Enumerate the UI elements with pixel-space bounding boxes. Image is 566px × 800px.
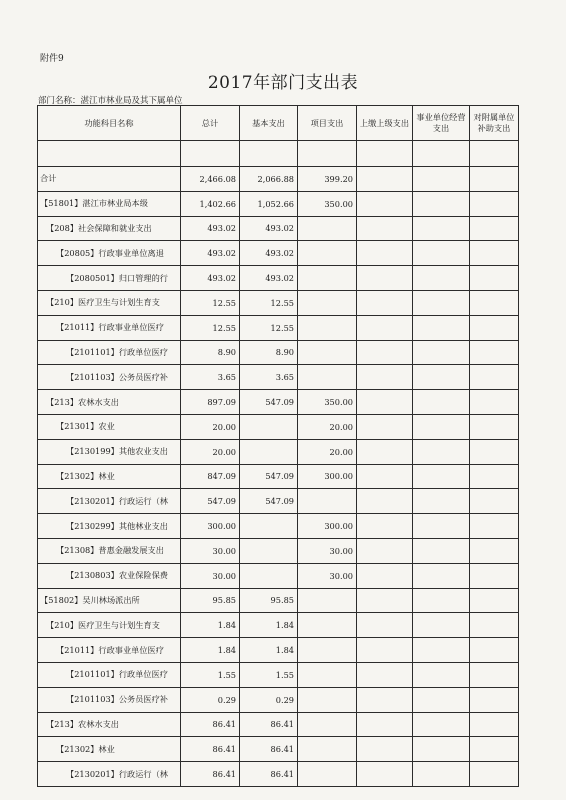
row-total: 1.84 — [181, 638, 240, 663]
row-basic: 0.29 — [240, 687, 298, 712]
row-subsidy — [470, 191, 519, 216]
row-subsidy — [470, 613, 519, 638]
row-total: 547.09 — [181, 489, 240, 514]
row-upper-remit — [357, 638, 413, 663]
row-project: 30.00 — [298, 538, 357, 563]
row-total: 30.00 — [181, 538, 240, 563]
table-row — [38, 538, 519, 563]
row-business-operation — [413, 216, 470, 241]
row-project: 20.00 — [298, 414, 357, 439]
table-row — [38, 365, 519, 390]
row-basic: 3.65 — [240, 365, 298, 390]
table-row — [38, 266, 519, 291]
row-upper-remit — [357, 241, 413, 266]
row-subject-name: 【21308】普惠金融发展支出 — [38, 538, 181, 563]
row-business-operation — [413, 439, 470, 464]
table-row — [38, 167, 519, 192]
row-project — [298, 241, 357, 266]
table-row — [38, 638, 519, 663]
row-subject-name: 合计 — [38, 167, 181, 192]
row-subsidy — [470, 762, 519, 787]
row-total: 1,402.66 — [181, 191, 240, 216]
row-subsidy — [470, 241, 519, 266]
row-project — [298, 340, 357, 365]
row-business-operation — [413, 662, 470, 687]
row-business-operation — [413, 638, 470, 663]
row-business-operation — [413, 762, 470, 787]
row-basic — [240, 538, 298, 563]
table-row — [38, 588, 519, 613]
row-project — [298, 290, 357, 315]
department-name: 部门名称：湛江市林业局及其下属单位 — [38, 96, 183, 106]
row-business-operation — [413, 514, 470, 539]
row-subsidy — [470, 365, 519, 390]
row-upper-remit — [357, 662, 413, 687]
row-business-operation — [413, 241, 470, 266]
row-subject-name: 【210】医疗卫生与计划生育支 — [38, 613, 181, 638]
row-total: 86.41 — [181, 712, 240, 737]
table-row — [38, 762, 519, 787]
table-blank-row — [38, 141, 519, 167]
row-subject-name: 【2101103】公务员医疗补 — [38, 365, 181, 390]
table-row — [38, 340, 519, 365]
row-project: 300.00 — [298, 514, 357, 539]
row-total: 3.65 — [181, 365, 240, 390]
row-subsidy — [470, 563, 519, 588]
row-business-operation — [413, 390, 470, 415]
row-total: 0.29 — [181, 687, 240, 712]
row-business-operation — [413, 489, 470, 514]
table-row — [38, 563, 519, 588]
row-total: 12.55 — [181, 315, 240, 340]
table-row — [38, 662, 519, 687]
row-basic: 2,066.88 — [240, 167, 298, 192]
row-subsidy — [470, 290, 519, 315]
row-business-operation — [413, 365, 470, 390]
row-subsidy — [470, 687, 519, 712]
table-row — [38, 737, 519, 762]
row-project — [298, 489, 357, 514]
table-row — [38, 489, 519, 514]
row-upper-remit — [357, 191, 413, 216]
table-row — [38, 191, 519, 216]
row-basic — [240, 563, 298, 588]
header-subject-name: 功能科目名称 — [38, 106, 181, 141]
row-subsidy — [470, 662, 519, 687]
row-business-operation — [413, 464, 470, 489]
row-subject-name: 【2101103】公务员医疗补 — [38, 687, 181, 712]
row-subject-name: 【213】农林水支出 — [38, 390, 181, 415]
row-total: 847.09 — [181, 464, 240, 489]
row-project — [298, 712, 357, 737]
row-basic: 86.41 — [240, 762, 298, 787]
row-upper-remit — [357, 167, 413, 192]
row-business-operation — [413, 266, 470, 291]
row-upper-remit — [357, 563, 413, 588]
row-upper-remit — [357, 266, 413, 291]
row-subject-name: 【51802】吴川林场派出所 — [38, 588, 181, 613]
row-basic: 493.02 — [240, 266, 298, 291]
row-upper-remit — [357, 538, 413, 563]
row-subsidy — [470, 414, 519, 439]
row-project — [298, 365, 357, 390]
row-project — [298, 638, 357, 663]
table-row — [38, 687, 519, 712]
row-subsidy — [470, 712, 519, 737]
row-project: 350.00 — [298, 191, 357, 216]
row-upper-remit — [357, 588, 413, 613]
row-business-operation — [413, 538, 470, 563]
row-basic — [240, 514, 298, 539]
row-project — [298, 737, 357, 762]
row-upper-remit — [357, 514, 413, 539]
row-total: 300.00 — [181, 514, 240, 539]
row-subsidy — [470, 216, 519, 241]
row-business-operation — [413, 737, 470, 762]
row-business-operation — [413, 613, 470, 638]
row-business-operation — [413, 290, 470, 315]
row-total: 12.55 — [181, 290, 240, 315]
row-project — [298, 687, 357, 712]
table-row — [38, 390, 519, 415]
row-business-operation — [413, 712, 470, 737]
row-project — [298, 266, 357, 291]
row-project: 350.00 — [298, 390, 357, 415]
row-basic — [240, 439, 298, 464]
row-subject-name: 【2101101】行政单位医疗 — [38, 662, 181, 687]
table-row — [38, 613, 519, 638]
row-business-operation — [413, 315, 470, 340]
table-row — [38, 439, 519, 464]
table-row — [38, 315, 519, 340]
table-row — [38, 290, 519, 315]
row-subsidy — [470, 538, 519, 563]
row-subsidy — [470, 167, 519, 192]
header-subsidy: 对附属单位补助支出 — [470, 106, 519, 141]
row-business-operation — [413, 340, 470, 365]
row-basic: 547.09 — [240, 489, 298, 514]
row-subsidy — [470, 489, 519, 514]
table-row — [38, 514, 519, 539]
row-upper-remit — [357, 290, 413, 315]
attachment-label: 附件9 — [40, 54, 64, 64]
row-basic: 1.84 — [240, 638, 298, 663]
row-total: 8.90 — [181, 340, 240, 365]
row-subject-name: 【2080501】归口管理的行 — [38, 266, 181, 291]
row-subsidy — [470, 514, 519, 539]
row-project — [298, 216, 357, 241]
row-basic: 1.84 — [240, 613, 298, 638]
row-upper-remit — [357, 762, 413, 787]
row-total: 95.85 — [181, 588, 240, 613]
row-basic: 547.09 — [240, 390, 298, 415]
row-subject-name: 【20805】行政事业单位离退 — [38, 241, 181, 266]
row-basic: 493.02 — [240, 241, 298, 266]
row-upper-remit — [357, 216, 413, 241]
row-subsidy — [470, 340, 519, 365]
header-project: 项目支出 — [298, 106, 357, 141]
row-subsidy — [470, 439, 519, 464]
row-project — [298, 315, 357, 340]
row-upper-remit — [357, 464, 413, 489]
row-total: 86.41 — [181, 762, 240, 787]
row-subsidy — [470, 737, 519, 762]
expenditure-table — [37, 105, 519, 787]
row-subject-name: 【21011】行政事业单位医疗 — [38, 315, 181, 340]
row-project — [298, 588, 357, 613]
row-upper-remit — [357, 315, 413, 340]
row-total: 86.41 — [181, 737, 240, 762]
table-row — [38, 241, 519, 266]
row-basic: 86.41 — [240, 712, 298, 737]
row-upper-remit — [357, 414, 413, 439]
row-total: 493.02 — [181, 241, 240, 266]
row-total: 1.84 — [181, 613, 240, 638]
header-business-operation: 事业单位经营支出 — [413, 106, 470, 141]
row-project — [298, 662, 357, 687]
row-subject-name: 【2101101】行政单位医疗 — [38, 340, 181, 365]
row-basic — [240, 414, 298, 439]
row-upper-remit — [357, 390, 413, 415]
row-total: 897.09 — [181, 390, 240, 415]
header-total: 总计 — [181, 106, 240, 141]
row-basic: 493.02 — [240, 216, 298, 241]
row-project — [298, 613, 357, 638]
row-subject-name: 【213】农林水支出 — [38, 712, 181, 737]
table-row — [38, 464, 519, 489]
row-basic: 1.55 — [240, 662, 298, 687]
row-basic: 12.55 — [240, 315, 298, 340]
row-subject-name: 【2130299】其他林业支出 — [38, 514, 181, 539]
row-upper-remit — [357, 712, 413, 737]
row-basic: 12.55 — [240, 290, 298, 315]
row-upper-remit — [357, 489, 413, 514]
row-total: 30.00 — [181, 563, 240, 588]
row-total: 493.02 — [181, 216, 240, 241]
row-subsidy — [470, 315, 519, 340]
table-row — [38, 216, 519, 241]
row-subsidy — [470, 266, 519, 291]
row-basic: 547.09 — [240, 464, 298, 489]
row-business-operation — [413, 563, 470, 588]
row-business-operation — [413, 414, 470, 439]
row-business-operation — [413, 588, 470, 613]
row-upper-remit — [357, 340, 413, 365]
row-subject-name: 【208】社会保障和就业支出 — [38, 216, 181, 241]
row-subject-name: 【21011】行政事业单位医疗 — [38, 638, 181, 663]
row-project — [298, 762, 357, 787]
row-subject-name: 【21302】林业 — [38, 464, 181, 489]
row-basic: 8.90 — [240, 340, 298, 365]
header-basic: 基本支出 — [240, 106, 298, 141]
row-basic: 86.41 — [240, 737, 298, 762]
row-basic: 1,052.66 — [240, 191, 298, 216]
row-upper-remit — [357, 613, 413, 638]
row-basic: 95.85 — [240, 588, 298, 613]
row-total: 2,466.08 — [181, 167, 240, 192]
row-upper-remit — [357, 687, 413, 712]
row-subject-name: 【2130201】行政运行（林 — [38, 489, 181, 514]
row-upper-remit — [357, 439, 413, 464]
row-subject-name: 【21301】农业 — [38, 414, 181, 439]
row-total: 1.55 — [181, 662, 240, 687]
page-title: 2017年部门支出表 — [207, 73, 359, 93]
row-subsidy — [470, 464, 519, 489]
row-project: 300.00 — [298, 464, 357, 489]
row-subject-name: 【2130199】其他农业支出 — [38, 439, 181, 464]
row-project: 399.20 — [298, 167, 357, 192]
row-subject-name: 【2130803】农业保险保费 — [38, 563, 181, 588]
row-subsidy — [470, 638, 519, 663]
row-project: 20.00 — [298, 439, 357, 464]
row-subject-name: 【21302】林业 — [38, 737, 181, 762]
row-subject-name: 【51801】湛江市林业局本级 — [38, 191, 181, 216]
row-business-operation — [413, 687, 470, 712]
table-row — [38, 712, 519, 737]
row-total: 20.00 — [181, 439, 240, 464]
row-business-operation — [413, 191, 470, 216]
row-subsidy — [470, 588, 519, 613]
table-header-row — [38, 106, 519, 141]
row-subject-name: 【210】医疗卫生与计划生育支 — [38, 290, 181, 315]
table-row — [38, 414, 519, 439]
row-subject-name: 【2130201】行政运行（林 — [38, 762, 181, 787]
row-project: 30.00 — [298, 563, 357, 588]
row-upper-remit — [357, 737, 413, 762]
row-subsidy — [470, 390, 519, 415]
header-upper-remit: 上缴上级支出 — [357, 106, 413, 141]
row-total: 493.02 — [181, 266, 240, 291]
row-total: 20.00 — [181, 414, 240, 439]
row-business-operation — [413, 167, 470, 192]
row-upper-remit — [357, 365, 413, 390]
